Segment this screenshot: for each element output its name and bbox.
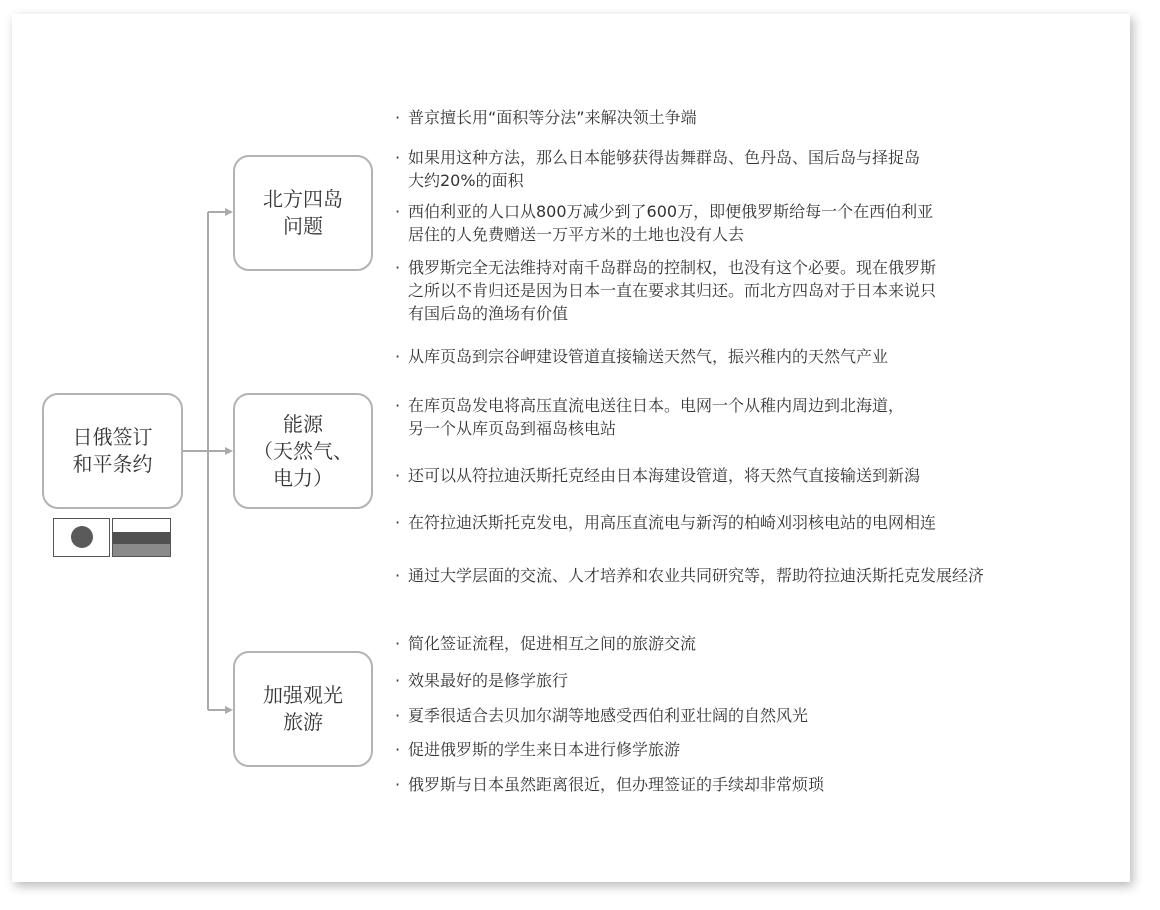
root-title-line: 和平条约 <box>72 452 153 476</box>
list-item-text: 从库页岛到宗谷岬建设管道直接输送天然气，振兴稚内的天然气产业 <box>408 347 889 366</box>
branch-title-line: 问题 <box>283 214 323 238</box>
bullet-icon: · <box>395 202 401 221</box>
list-item-text: 在库页岛发电将高压直流电送往日本。电网一个从稚内周边到北海道， <box>408 396 905 415</box>
bullet-icon: · <box>395 566 401 585</box>
bullet-icon: · <box>395 775 401 794</box>
bullet-icon: · <box>395 740 401 759</box>
bullet-icon: · <box>395 634 401 653</box>
branch-title-line: 加强观光 <box>263 683 343 707</box>
list-item-text: 俄罗斯与日本虽然距离很近，但办理签证的手续却非常烦琐 <box>408 775 825 794</box>
bullet-icon: · <box>395 706 401 725</box>
branch-node-northern-islands <box>233 155 373 271</box>
branch-title-line: 能源 <box>283 411 323 436</box>
list-item <box>395 200 933 246</box>
bullet-icon: · <box>395 347 401 366</box>
list-item <box>395 345 888 368</box>
list-item-text: 居住的人免费赠送一万平方米的土地也没有人去 <box>408 225 745 244</box>
list-item <box>395 738 680 761</box>
list-item <box>395 106 697 129</box>
list-item <box>395 632 696 655</box>
branch-title-line: 北方四岛 <box>263 187 343 211</box>
list-item <box>395 146 920 192</box>
japan-flag <box>53 518 110 557</box>
russia-flag <box>112 518 171 557</box>
japan-flag-disc <box>71 526 93 548</box>
russia-flag-stripe-bottom <box>113 544 170 557</box>
root-node <box>42 393 183 509</box>
list-item-text: 西伯利亚的人口从800万减少到了600万，即便俄罗斯给每一个在西伯利亚 <box>408 202 934 221</box>
list-item-text: 效果最好的是修学旅行 <box>408 671 569 690</box>
list-item-text: 大约20%的面积 <box>408 171 524 190</box>
list-item-text: 夏季很适合去贝加尔湖等地感受西伯利亚壮阔的自然风光 <box>408 706 809 725</box>
arrow-head-1 <box>225 208 233 216</box>
list-item <box>395 669 568 692</box>
list-item <box>395 394 904 440</box>
list-item <box>395 704 808 727</box>
list-item-text: 俄罗斯完全无法维持对南千岛群岛的控制权，也没有这个必要。现在俄罗斯 <box>408 258 937 277</box>
bullet-icon: · <box>395 396 401 415</box>
branch-title-line: 旅游 <box>283 710 323 734</box>
list-item <box>395 773 824 796</box>
list-item-text: 如果用这种方法，那么日本能够获得齿舞群岛、色丹岛、国后岛与择捉岛 <box>408 148 921 167</box>
branch-node-energy <box>233 393 373 509</box>
branch-title-line: （天然气、 <box>253 438 353 463</box>
root-title-line: 日俄签订 <box>72 425 153 449</box>
list-item-text: 简化签证流程，促进相互之间的旅游交流 <box>408 634 697 653</box>
bullet-icon: · <box>395 466 401 485</box>
list-item <box>395 464 920 487</box>
list-item <box>395 256 936 325</box>
bullet-icon: · <box>395 513 401 532</box>
list-item-text: 之所以不肯归还是因为日本一直在要求其归还。而北方四岛对于日本来说只 <box>408 281 937 300</box>
bullet-icon: · <box>395 108 401 127</box>
arrow-head-2 <box>225 447 233 455</box>
branch-node-tourism <box>233 651 373 767</box>
bullet-icon: · <box>395 148 401 167</box>
list-item <box>395 564 984 587</box>
list-item-text: 有国后岛的渔场有价值 <box>408 304 569 323</box>
arrow-head-3 <box>225 706 233 714</box>
bullet-icon: · <box>395 671 401 690</box>
connector-trunk <box>183 212 208 710</box>
list-item-text: 还可以从符拉迪沃斯托克经由日本海建设管道，将天然气直接输送到新潟 <box>408 466 921 485</box>
list-item <box>395 511 936 534</box>
list-item-text: 在符拉迪沃斯托克发电，用高压直流电与新泻的柏崎刈羽核电站的电网相连 <box>408 513 937 532</box>
list-item-text: 另一个从库页岛到福岛核电站 <box>408 419 617 438</box>
branch-title-line: 电力） <box>273 465 333 490</box>
list-item-text: 促进俄罗斯的学生来日本进行修学旅游 <box>408 740 681 759</box>
russia-flag-stripe-top <box>113 519 170 532</box>
russia-flag-stripe-middle <box>113 532 170 544</box>
list-item-text: 普京擅长用“面积等分法”来解决领土争端 <box>408 108 697 127</box>
bullet-icon: · <box>395 258 401 277</box>
list-item-text: 通过大学层面的交流、人才培养和农业共同研究等，帮助符拉迪沃斯托克发展经济 <box>408 566 985 585</box>
